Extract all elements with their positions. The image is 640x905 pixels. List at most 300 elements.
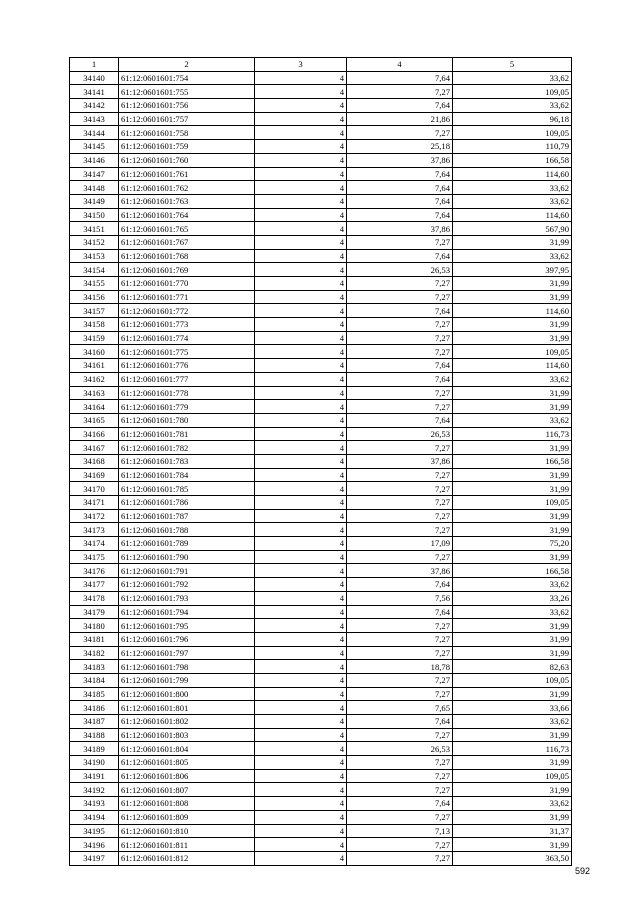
- table-row: [70, 290, 572, 304]
- value-cell: 31,99: [453, 646, 572, 660]
- value-cell: 116,73: [453, 427, 572, 441]
- row-number-cell: 34171: [70, 496, 119, 510]
- area-cell: 7,64: [347, 304, 453, 318]
- area-cell: 17,09: [347, 537, 453, 551]
- category-cell: 4: [255, 605, 347, 619]
- value-cell: 166,58: [453, 564, 572, 578]
- category-cell: 4: [255, 400, 347, 414]
- area-cell: 7,64: [347, 167, 453, 181]
- cadastral-number-cell: 61:12:0601601:800: [119, 687, 255, 701]
- category-cell: 4: [255, 167, 347, 181]
- category-cell: 4: [255, 783, 347, 797]
- cadastral-number-cell: 61:12:0601601:794: [119, 605, 255, 619]
- data-table: [69, 57, 572, 866]
- area-cell: 7,27: [347, 619, 453, 633]
- row-number-cell: 34172: [70, 509, 119, 523]
- page-number: 592: [574, 866, 590, 876]
- area-cell: 7,27: [347, 386, 453, 400]
- cadastral-number-cell: 61:12:0601601:779: [119, 400, 255, 414]
- category-cell: 4: [255, 359, 347, 373]
- cadastral-number-cell: 61:12:0601601:763: [119, 194, 255, 208]
- value-cell: 31,99: [453, 523, 572, 537]
- value-cell: 33,62: [453, 71, 572, 85]
- area-cell: 7,64: [347, 715, 453, 729]
- area-cell: 7,64: [347, 578, 453, 592]
- cadastral-number-cell: 61:12:0601601:775: [119, 345, 255, 359]
- row-number-cell: 34141: [70, 85, 119, 99]
- value-cell: 397,95: [453, 263, 572, 277]
- category-cell: 4: [255, 591, 347, 605]
- value-cell: 114,60: [453, 304, 572, 318]
- cadastral-number-cell: 61:12:0601601:791: [119, 564, 255, 578]
- cadastral-number-cell: 61:12:0601601:773: [119, 318, 255, 332]
- cadastral-number-cell: 61:12:0601601:760: [119, 153, 255, 167]
- value-cell: 31,99: [453, 386, 572, 400]
- area-cell: 37,86: [347, 454, 453, 468]
- value-cell: 33,66: [453, 701, 572, 715]
- cadastral-number-cell: 61:12:0601601:802: [119, 715, 255, 729]
- row-number-cell: 34146: [70, 153, 119, 167]
- category-cell: 4: [255, 140, 347, 154]
- area-cell: 7,27: [347, 318, 453, 332]
- area-cell: 7,27: [347, 277, 453, 291]
- value-cell: 31,99: [453, 509, 572, 523]
- category-cell: 4: [255, 756, 347, 770]
- category-cell: 4: [255, 660, 347, 674]
- value-cell: 114,60: [453, 208, 572, 222]
- cadastral-number-cell: 61:12:0601601:785: [119, 482, 255, 496]
- row-number-cell: 34179: [70, 605, 119, 619]
- cadastral-number-cell: 61:12:0601601:754: [119, 71, 255, 85]
- category-cell: 4: [255, 413, 347, 427]
- category-cell: 4: [255, 112, 347, 126]
- area-cell: 7,27: [347, 235, 453, 249]
- cadastral-number-cell: 61:12:0601601:796: [119, 632, 255, 646]
- value-cell: 33,62: [453, 578, 572, 592]
- row-number-cell: 34153: [70, 249, 119, 263]
- value-cell: 31,99: [453, 441, 572, 455]
- table-row: [70, 742, 572, 756]
- value-cell: 33,62: [453, 181, 572, 195]
- table-row: [70, 194, 572, 208]
- cadastral-number-cell: 61:12:0601601:804: [119, 742, 255, 756]
- cadastral-number-cell: 61:12:0601601:806: [119, 769, 255, 783]
- category-cell: 4: [255, 673, 347, 687]
- table-row: [70, 715, 572, 729]
- cadastral-number-cell: 61:12:0601601:771: [119, 290, 255, 304]
- table-row: [70, 673, 572, 687]
- row-number-cell: 34166: [70, 427, 119, 441]
- row-number-cell: 34184: [70, 673, 119, 687]
- table-row: [70, 591, 572, 605]
- cadastral-number-cell: 61:12:0601601:798: [119, 660, 255, 674]
- area-cell: 7,64: [347, 372, 453, 386]
- table-row: [70, 427, 572, 441]
- category-cell: 4: [255, 99, 347, 113]
- row-number-cell: 34154: [70, 263, 119, 277]
- cadastral-number-cell: 61:12:0601601:783: [119, 454, 255, 468]
- table-row: [70, 372, 572, 386]
- area-cell: 7,64: [347, 181, 453, 195]
- category-cell: 4: [255, 85, 347, 99]
- value-cell: 31,99: [453, 838, 572, 852]
- table-row: [70, 441, 572, 455]
- area-cell: 7,27: [347, 523, 453, 537]
- category-cell: 4: [255, 372, 347, 386]
- area-cell: 7,64: [347, 99, 453, 113]
- cadastral-number-cell: 61:12:0601601:789: [119, 537, 255, 551]
- value-cell: 31,99: [453, 810, 572, 824]
- category-cell: 4: [255, 290, 347, 304]
- area-cell: 7,27: [347, 496, 453, 510]
- area-cell: 7,27: [347, 85, 453, 99]
- table-row: [70, 208, 572, 222]
- row-number-cell: 34168: [70, 454, 119, 468]
- row-number-cell: 34197: [70, 851, 119, 865]
- category-cell: 4: [255, 851, 347, 865]
- value-cell: 109,05: [453, 126, 572, 140]
- cadastral-number-cell: 61:12:0601601:795: [119, 619, 255, 633]
- area-cell: 7,65: [347, 701, 453, 715]
- column-header: 5: [453, 58, 572, 72]
- row-number-cell: 34181: [70, 632, 119, 646]
- cadastral-number-cell: 61:12:0601601:792: [119, 578, 255, 592]
- value-cell: 166,58: [453, 153, 572, 167]
- category-cell: 4: [255, 537, 347, 551]
- table-row: [70, 783, 572, 797]
- cadastral-number-cell: 61:12:0601601:786: [119, 496, 255, 510]
- area-cell: 7,27: [347, 687, 453, 701]
- column-header: 3: [255, 58, 347, 72]
- cadastral-number-cell: 61:12:0601601:808: [119, 797, 255, 811]
- table-row: [70, 632, 572, 646]
- column-header: 2: [119, 58, 255, 72]
- row-number-cell: 34190: [70, 756, 119, 770]
- row-number-cell: 34167: [70, 441, 119, 455]
- category-cell: 4: [255, 331, 347, 345]
- category-cell: 4: [255, 304, 347, 318]
- table-row: [70, 413, 572, 427]
- area-cell: 7,64: [347, 605, 453, 619]
- area-cell: 7,27: [347, 783, 453, 797]
- value-cell: 31,99: [453, 235, 572, 249]
- row-number-cell: 34178: [70, 591, 119, 605]
- cadastral-number-cell: 61:12:0601601:757: [119, 112, 255, 126]
- cadastral-number-cell: 61:12:0601601:767: [119, 235, 255, 249]
- row-number-cell: 34151: [70, 222, 119, 236]
- row-number-cell: 34186: [70, 701, 119, 715]
- cadastral-number-cell: 61:12:0601601:787: [119, 509, 255, 523]
- category-cell: 4: [255, 71, 347, 85]
- value-cell: 114,60: [453, 167, 572, 181]
- table-row: [70, 824, 572, 838]
- area-cell: 7,27: [347, 290, 453, 304]
- area-cell: 7,27: [347, 482, 453, 496]
- category-cell: 4: [255, 496, 347, 510]
- category-cell: 4: [255, 715, 347, 729]
- cadastral-number-cell: 61:12:0601601:778: [119, 386, 255, 400]
- area-cell: 7,27: [347, 345, 453, 359]
- cadastral-number-cell: 61:12:0601601:788: [119, 523, 255, 537]
- area-cell: 25,18: [347, 140, 453, 154]
- area-cell: 7,27: [347, 400, 453, 414]
- row-number-cell: 34194: [70, 810, 119, 824]
- category-cell: 4: [255, 386, 347, 400]
- area-cell: 7,64: [347, 194, 453, 208]
- table-row: [70, 304, 572, 318]
- value-cell: 33,62: [453, 249, 572, 263]
- table-row: [70, 851, 572, 865]
- row-number-cell: 34147: [70, 167, 119, 181]
- value-cell: 31,99: [453, 728, 572, 742]
- cadastral-number-cell: 61:12:0601601:780: [119, 413, 255, 427]
- row-number-cell: 34189: [70, 742, 119, 756]
- category-cell: 4: [255, 181, 347, 195]
- value-cell: 31,99: [453, 400, 572, 414]
- cadastral-number-cell: 61:12:0601601:801: [119, 701, 255, 715]
- category-cell: 4: [255, 728, 347, 742]
- row-number-cell: 34150: [70, 208, 119, 222]
- category-cell: 4: [255, 742, 347, 756]
- cadastral-number-cell: 61:12:0601601:770: [119, 277, 255, 291]
- cadastral-number-cell: 61:12:0601601:797: [119, 646, 255, 660]
- table-row: [70, 331, 572, 345]
- cadastral-number-cell: 61:12:0601601:774: [119, 331, 255, 345]
- row-number-cell: 34142: [70, 99, 119, 113]
- row-number-cell: 34196: [70, 838, 119, 852]
- category-cell: 4: [255, 194, 347, 208]
- category-cell: 4: [255, 482, 347, 496]
- table-row: [70, 359, 572, 373]
- value-cell: 33,62: [453, 715, 572, 729]
- row-number-cell: 34176: [70, 564, 119, 578]
- category-cell: 4: [255, 824, 347, 838]
- table-row: [70, 345, 572, 359]
- value-cell: 109,05: [453, 673, 572, 687]
- table-row: [70, 222, 572, 236]
- value-cell: 31,99: [453, 318, 572, 332]
- category-cell: 4: [255, 235, 347, 249]
- table-row: [70, 181, 572, 195]
- row-number-cell: 34169: [70, 468, 119, 482]
- category-cell: 4: [255, 810, 347, 824]
- cadastral-number-cell: 61:12:0601601:759: [119, 140, 255, 154]
- cadastral-number-cell: 61:12:0601601:812: [119, 851, 255, 865]
- row-number-cell: 34173: [70, 523, 119, 537]
- table-row: [70, 386, 572, 400]
- area-cell: 7,64: [347, 71, 453, 85]
- area-cell: 21,86: [347, 112, 453, 126]
- table-row: [70, 153, 572, 167]
- area-cell: 26,53: [347, 742, 453, 756]
- area-cell: 7,27: [347, 441, 453, 455]
- cadastral-number-cell: 61:12:0601601:764: [119, 208, 255, 222]
- row-number-cell: 34160: [70, 345, 119, 359]
- area-cell: 18,78: [347, 660, 453, 674]
- value-cell: 75,20: [453, 537, 572, 551]
- value-cell: 166,58: [453, 454, 572, 468]
- area-cell: 7,13: [347, 824, 453, 838]
- category-cell: 4: [255, 318, 347, 332]
- table-body: [70, 71, 572, 865]
- cadastral-number-cell: 61:12:0601601:755: [119, 85, 255, 99]
- table-row: [70, 605, 572, 619]
- category-cell: 4: [255, 277, 347, 291]
- area-cell: 7,27: [347, 851, 453, 865]
- table-row: [70, 126, 572, 140]
- table-row: [70, 249, 572, 263]
- cadastral-number-cell: 61:12:0601601:765: [119, 222, 255, 236]
- table-row: [70, 235, 572, 249]
- category-cell: 4: [255, 427, 347, 441]
- category-cell: 4: [255, 701, 347, 715]
- value-cell: 31,99: [453, 619, 572, 633]
- table-row: [70, 277, 572, 291]
- table-row: [70, 523, 572, 537]
- area-cell: 26,53: [347, 427, 453, 441]
- cadastral-number-cell: 61:12:0601601:805: [119, 756, 255, 770]
- row-number-cell: 34185: [70, 687, 119, 701]
- table-row: [70, 701, 572, 715]
- cadastral-number-cell: 61:12:0601601:777: [119, 372, 255, 386]
- value-cell: 109,05: [453, 345, 572, 359]
- row-number-cell: 34195: [70, 824, 119, 838]
- table-row: [70, 318, 572, 332]
- category-cell: 4: [255, 153, 347, 167]
- area-cell: 7,27: [347, 646, 453, 660]
- category-cell: 4: [255, 441, 347, 455]
- value-cell: 114,60: [453, 359, 572, 373]
- table-row: [70, 660, 572, 674]
- value-cell: 31,99: [453, 482, 572, 496]
- table-row: [70, 482, 572, 496]
- cadastral-number-cell: 61:12:0601601:772: [119, 304, 255, 318]
- table-row: [70, 468, 572, 482]
- area-cell: 7,27: [347, 468, 453, 482]
- category-cell: 4: [255, 769, 347, 783]
- table-row: [70, 728, 572, 742]
- area-cell: 7,27: [347, 509, 453, 523]
- value-cell: 33,62: [453, 372, 572, 386]
- table-row: [70, 71, 572, 85]
- category-cell: 4: [255, 632, 347, 646]
- row-number-cell: 34152: [70, 235, 119, 249]
- category-cell: 4: [255, 564, 347, 578]
- table-row: [70, 646, 572, 660]
- table-row: [70, 454, 572, 468]
- cadastral-number-cell: 61:12:0601601:803: [119, 728, 255, 742]
- value-cell: 33,26: [453, 591, 572, 605]
- area-cell: 7,27: [347, 756, 453, 770]
- category-cell: 4: [255, 619, 347, 633]
- table-row: [70, 400, 572, 414]
- cadastral-number-cell: 61:12:0601601:781: [119, 427, 255, 441]
- table-row: [70, 687, 572, 701]
- value-cell: 31,99: [453, 783, 572, 797]
- value-cell: 31,99: [453, 290, 572, 304]
- row-number-cell: 34148: [70, 181, 119, 195]
- area-cell: 7,27: [347, 550, 453, 564]
- value-cell: 109,05: [453, 769, 572, 783]
- cadastral-number-cell: 61:12:0601601:810: [119, 824, 255, 838]
- table-row: [70, 509, 572, 523]
- row-number-cell: 34161: [70, 359, 119, 373]
- category-cell: 4: [255, 646, 347, 660]
- table-row: [70, 769, 572, 783]
- table-row: [70, 797, 572, 811]
- value-cell: 567,90: [453, 222, 572, 236]
- area-cell: 7,64: [347, 797, 453, 811]
- table-row: [70, 99, 572, 113]
- value-cell: 33,62: [453, 797, 572, 811]
- row-number-cell: 34191: [70, 769, 119, 783]
- cadastral-number-cell: 61:12:0601601:761: [119, 167, 255, 181]
- row-number-cell: 34144: [70, 126, 119, 140]
- category-cell: 4: [255, 222, 347, 236]
- table-row: [70, 140, 572, 154]
- value-cell: 96,18: [453, 112, 572, 126]
- table-row: [70, 167, 572, 181]
- area-cell: 7,27: [347, 728, 453, 742]
- value-cell: 31,99: [453, 632, 572, 646]
- value-cell: 116,73: [453, 742, 572, 756]
- category-cell: 4: [255, 126, 347, 140]
- row-number-cell: 34155: [70, 277, 119, 291]
- row-number-cell: 34140: [70, 71, 119, 85]
- row-number-cell: 34163: [70, 386, 119, 400]
- cadastral-number-cell: 61:12:0601601:758: [119, 126, 255, 140]
- area-cell: 7,27: [347, 632, 453, 646]
- category-cell: 4: [255, 797, 347, 811]
- row-number-cell: 34158: [70, 318, 119, 332]
- value-cell: 33,62: [453, 605, 572, 619]
- category-cell: 4: [255, 550, 347, 564]
- header-row: [70, 58, 572, 72]
- cadastral-number-cell: 61:12:0601601:807: [119, 783, 255, 797]
- value-cell: 31,37: [453, 824, 572, 838]
- value-cell: 109,05: [453, 85, 572, 99]
- category-cell: 4: [255, 345, 347, 359]
- cadastral-number-cell: 61:12:0601601:793: [119, 591, 255, 605]
- row-number-cell: 34164: [70, 400, 119, 414]
- table-row: [70, 619, 572, 633]
- table-row: [70, 838, 572, 852]
- table-row: [70, 263, 572, 277]
- area-cell: 7,27: [347, 810, 453, 824]
- value-cell: 31,99: [453, 687, 572, 701]
- row-number-cell: 34192: [70, 783, 119, 797]
- table-row: [70, 756, 572, 770]
- row-number-cell: 34149: [70, 194, 119, 208]
- area-cell: 7,27: [347, 769, 453, 783]
- area-cell: 37,86: [347, 564, 453, 578]
- cadastral-number-cell: 61:12:0601601:756: [119, 99, 255, 113]
- category-cell: 4: [255, 687, 347, 701]
- row-number-cell: 34174: [70, 537, 119, 551]
- cadastral-number-cell: 61:12:0601601:784: [119, 468, 255, 482]
- area-cell: 7,64: [347, 413, 453, 427]
- cadastral-number-cell: 61:12:0601601:809: [119, 810, 255, 824]
- value-cell: 33,62: [453, 99, 572, 113]
- value-cell: 31,99: [453, 277, 572, 291]
- value-cell: 31,99: [453, 331, 572, 345]
- cadastral-number-cell: 61:12:0601601:799: [119, 673, 255, 687]
- category-cell: 4: [255, 523, 347, 537]
- row-number-cell: 34165: [70, 413, 119, 427]
- value-cell: 110,79: [453, 140, 572, 154]
- value-cell: 31,99: [453, 550, 572, 564]
- value-cell: 33,62: [453, 413, 572, 427]
